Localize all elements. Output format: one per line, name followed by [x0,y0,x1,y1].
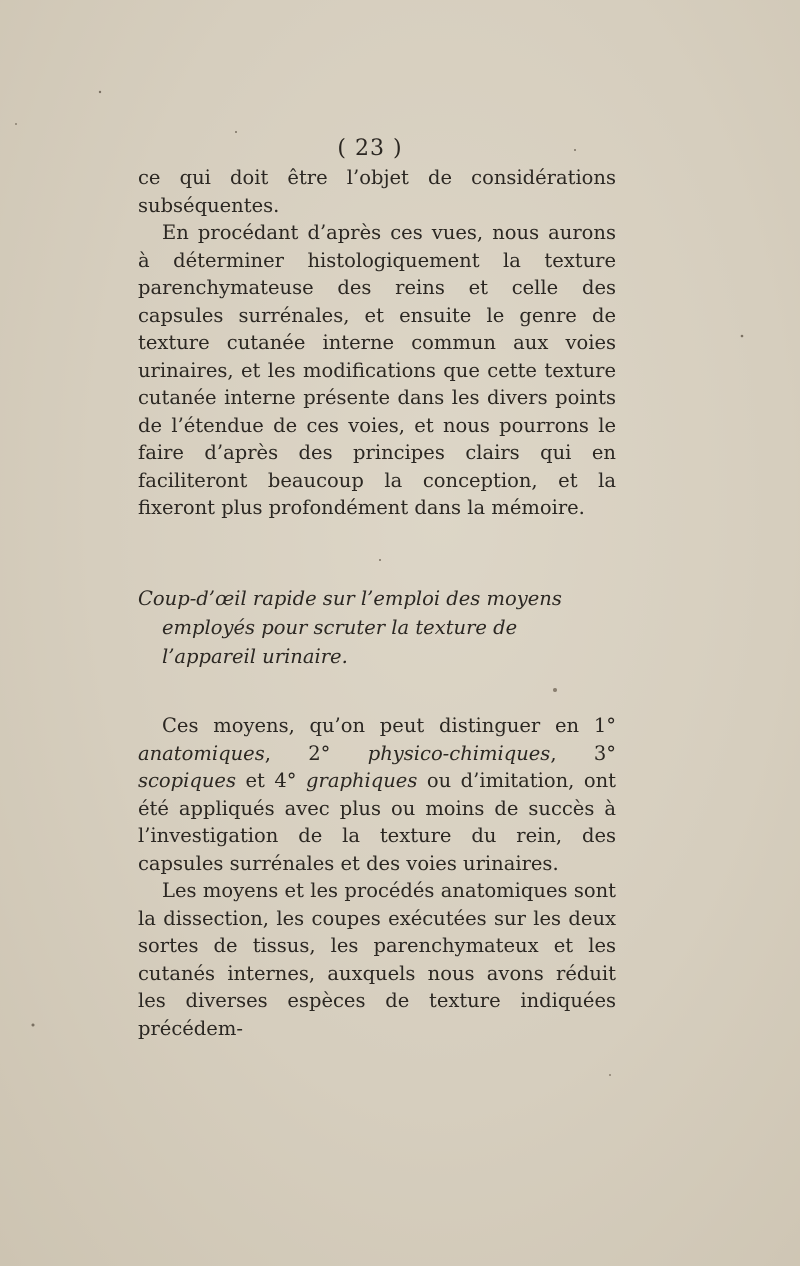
means-sep-3: et 4° [235,769,307,792]
term-scopiques: scopiques [138,769,236,792]
page-number: ( 23 ) [337,136,403,161]
text-block-lower [138,712,616,1042]
section-heading-text: Coup-d’œil rapide sur l’emploi des moyens employés pour scruter la texture de l’appareil urinaire. [138,587,562,668]
means-intro: Ces moyens, qu’on peut distinguer en 1° [162,714,616,737]
paragraph-anatomical-means: Les moyens et les procédés anatomiques sont la dissection, les coupes exécutées sur les deux sortes de tissus, les parenchymateux et les cutanés internes, auxquels nous avons réduit les diverses espèces de texture indiquées précédem- [138,879,616,1040]
means-sep-1: , 2° [264,741,368,765]
paragraph-means [138,712,616,877]
paragraph-continuation: ce qui doit être l’objet de considérations subséquentes. [138,166,616,217]
paragraph-procedure: En procédant d’après ces vues, nous aurons à déterminer histologiquement la texture parenchymateuse des reins et celle des capsules surrénales, et ensuite le genre de texture cutanée interne commun aux voies urinaires, et les modifications que cette texture cutanée interne présente dans les divers points de l’étendue de ces voies, et nous pourrons le faire d’après des principes clairs qui en faciliteront beaucoup la conception, et la fixeront plus profondément dans la mémoire. [138,221,616,519]
term-physico-chimiques: physico-chimiques [367,741,551,765]
term-graphiques: graphiques [306,769,418,792]
section-heading [138,584,616,671]
term-anatomiques: anatomiques [138,741,265,765]
means-sep-2: , 3° [550,741,616,765]
means-end: ou d’imitation, ont été appliqués avec plus ou moins de succès à l’investigation de la texture du rein, des capsules surrénales et des voies urinaires. [138,769,616,875]
text-block-upper [138,164,616,522]
